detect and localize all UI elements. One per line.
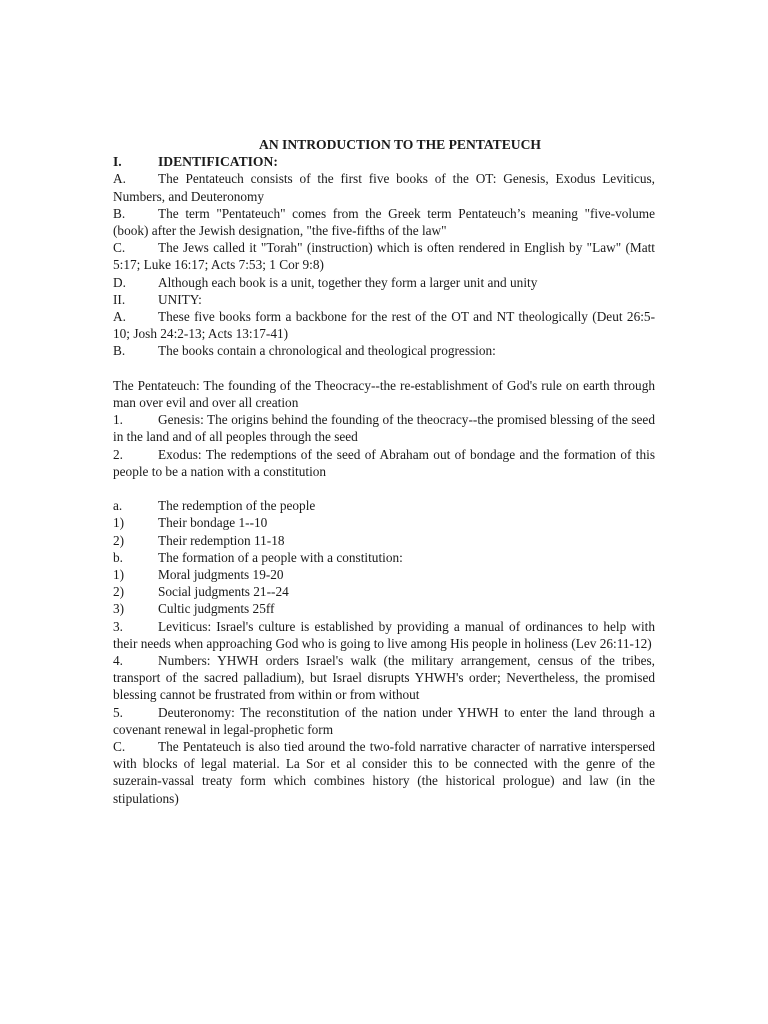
item-text: Deuteronomy: The reconstitution of the nation under YHWH to enter the land through a covenant renewal in legal-prophetic form — [113, 704, 655, 737]
book-leviticus — [113, 618, 655, 652]
item-label: 2) — [113, 584, 125, 600]
book-exodus — [113, 446, 655, 480]
unity-item-a — [113, 308, 655, 342]
identification-item-a — [113, 170, 655, 204]
identification-item-c — [113, 239, 655, 273]
book-numbers — [113, 652, 655, 704]
item-text: Leviticus: Israel's culture is established by providing a manual of ordinances to help with their needs when approaching God who is going to live among His people in holiness (Lev 26:11-12) — [113, 618, 655, 651]
item-label: b. — [113, 549, 123, 565]
item-text: Although each book is a unit, together they form a larger unit and unity — [158, 274, 538, 290]
item-text: Their redemption 11-18 — [158, 532, 285, 548]
item-label: 5. — [113, 704, 123, 720]
item-label: A. — [113, 171, 126, 187]
item-text: Moral judgments 19-20 — [158, 567, 284, 583]
item-label: A. — [113, 309, 126, 325]
book-deuteronomy — [113, 704, 655, 738]
identification-item-b — [113, 205, 655, 239]
blank-line — [113, 480, 655, 497]
item-text: Numbers: YHWH orders Israel's walk (the military arrangement, census of the tribes, transport of the sacred palladium), but Israel disrupts YHWH's order; Nevertheless, the promised blessing cannot be frustrated from within or from without — [113, 653, 655, 703]
blank-line — [113, 360, 655, 377]
section-unity-heading — [113, 291, 655, 308]
item-label: 2) — [113, 532, 125, 548]
section-identification-heading — [113, 153, 655, 170]
outline-item — [113, 514, 655, 531]
item-label: D. — [113, 274, 126, 290]
item-label: C. — [113, 240, 126, 256]
item-label: 1) — [113, 515, 125, 531]
item-label: B. — [113, 205, 126, 221]
unity-item-b — [113, 342, 655, 359]
item-text: The Pentateuch is also tied around the two-fold narrative character of narrative interspersed with blocks of legal material. La Sor et al consider this to be connected with the genre of the suzerain-vassal treaty form which combines history (the historical prologue) and law (in the stipulations) — [113, 739, 655, 806]
item-label: 3) — [113, 601, 125, 617]
outline-item — [113, 583, 655, 600]
item-text: The formation of a people with a constitution: — [158, 549, 403, 565]
item-text: Their bondage 1--10 — [158, 515, 268, 531]
document-page — [113, 136, 655, 807]
pentateuch-paragraph: The Pentateuch: The founding of the Theocracy--the re-establishment of God's rule on earth through man over evil and over all creation — [113, 377, 655, 411]
item-text: The Pentateuch consists of the first five books of the OT: Genesis, Exodus Leviticus, Numbers, and Deuteronomy — [113, 171, 655, 204]
book-genesis — [113, 411, 655, 445]
item-text: The books contain a chronological and theological progression: — [158, 343, 496, 359]
section-label: I. — [113, 154, 122, 170]
item-text: Exodus: The redemptions of the seed of Abraham out of bondage and the formation of this people to be a nation with a constitution — [113, 446, 655, 479]
outline-item — [113, 600, 655, 617]
item-text: These five books form a backbone for the rest of the OT and NT theologically (Deut 26:5-10; Josh 24:2-13; Acts 13:17-41) — [113, 309, 655, 342]
item-label: C. — [113, 739, 126, 755]
unity-item-c — [113, 738, 655, 807]
item-label: 1) — [113, 567, 125, 583]
identification-item-d — [113, 274, 655, 291]
outline-item — [113, 566, 655, 583]
outline-item — [113, 497, 655, 514]
item-label: 1. — [113, 412, 123, 428]
item-label: 2. — [113, 446, 123, 462]
outline-item — [113, 549, 655, 566]
item-label: 3. — [113, 618, 123, 634]
item-text: Social judgments 21--24 — [158, 584, 289, 600]
outline-item — [113, 532, 655, 549]
item-text: The term "Pentateuch" comes from the Greek term Pentateuch’s meaning "five-volume (book) after the Jewish designation, "the five-fifths of the law" — [113, 205, 655, 239]
item-text: Cultic judgments 25ff — [158, 601, 275, 617]
item-text: The Jews called it "Torah" (instruction) which is often rendered in English by "Law" (Matt 5:17; Luke 16:17; Acts 7:53; 1 Cor 9:8) — [113, 240, 655, 273]
section-heading: UNITY: — [158, 291, 202, 307]
item-label: 4. — [113, 653, 123, 669]
item-label: a. — [113, 498, 123, 514]
item-text: Genesis: The origins behind the founding of the theocracy--the promised blessing of the seed in the land and of all peoples through the seed — [113, 412, 655, 445]
section-heading: IDENTIFICATION: — [158, 154, 278, 170]
item-label: B. — [113, 343, 126, 359]
section-label: II. — [113, 291, 126, 307]
item-text: The redemption of the people — [158, 498, 316, 514]
document-title: AN INTRODUCTION TO THE PENTATEUCH — [259, 137, 541, 152]
